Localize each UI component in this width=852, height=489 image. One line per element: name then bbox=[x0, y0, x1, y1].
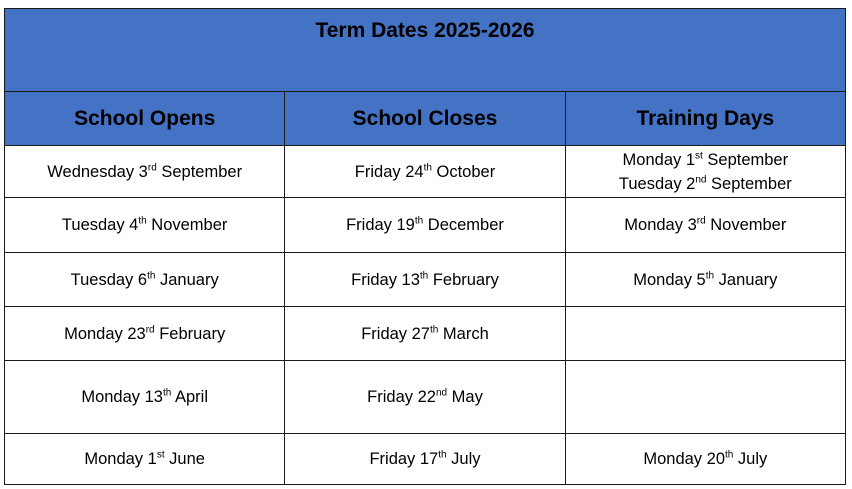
date-text: Monday 5 bbox=[633, 270, 706, 289]
training-days-cell bbox=[565, 307, 845, 361]
date-text: Monday 3 bbox=[624, 216, 697, 234]
ordinal-suffix: rd bbox=[696, 215, 706, 227]
month-text: June bbox=[164, 450, 205, 468]
date-entry bbox=[285, 447, 564, 471]
date-entry bbox=[5, 447, 284, 471]
training-days-cell bbox=[565, 146, 845, 198]
ordinal-suffix: th bbox=[147, 270, 156, 281]
month-text: December bbox=[423, 216, 504, 234]
date-text: Friday 17 bbox=[369, 450, 439, 468]
ordinal-suffix: nd bbox=[695, 174, 707, 185]
date-text: Friday 22 bbox=[367, 388, 436, 406]
training-days-cell bbox=[565, 253, 845, 307]
header-row bbox=[5, 92, 846, 146]
month-text: September bbox=[706, 174, 792, 193]
ordinal-suffix: st bbox=[695, 150, 703, 161]
date-entry bbox=[5, 268, 284, 292]
ordinal-suffix: th bbox=[138, 215, 147, 227]
school-closes-cell bbox=[285, 146, 565, 198]
ordinal-suffix: th bbox=[438, 449, 447, 461]
month-text: April bbox=[171, 388, 208, 406]
table-row bbox=[5, 361, 846, 434]
month-text: November bbox=[146, 216, 228, 234]
date-text: Monday 1 bbox=[84, 450, 157, 468]
school-opens-cell bbox=[5, 361, 285, 434]
table-row bbox=[5, 253, 846, 307]
ordinal-suffix: rd bbox=[147, 162, 157, 173]
month-text: October bbox=[431, 162, 496, 181]
ordinal-suffix: th bbox=[423, 162, 432, 173]
month-text: July bbox=[733, 450, 768, 468]
date-entry bbox=[285, 160, 564, 184]
column-header-training-days: Training Days bbox=[565, 92, 845, 146]
date-text: Friday 13 bbox=[351, 270, 420, 289]
date-entry bbox=[566, 213, 845, 237]
school-closes-cell bbox=[285, 307, 565, 361]
training-days-cell bbox=[565, 198, 845, 253]
date-entry bbox=[566, 172, 845, 196]
ordinal-suffix: th bbox=[414, 215, 424, 227]
title-row bbox=[5, 9, 846, 92]
ordinal-suffix: rd bbox=[145, 324, 155, 335]
date-entry bbox=[5, 160, 284, 184]
ordinal-suffix: th bbox=[429, 324, 439, 335]
date-entry bbox=[566, 447, 845, 471]
date-text: Monday 13 bbox=[81, 388, 163, 406]
table-row bbox=[5, 307, 846, 361]
school-opens-cell bbox=[5, 307, 285, 361]
column-header-school-closes: School Closes bbox=[285, 92, 565, 146]
date-text: Tuesday 2 bbox=[618, 174, 696, 193]
date-entry bbox=[5, 385, 284, 409]
month-text: September bbox=[156, 162, 243, 181]
month-text: February bbox=[154, 324, 226, 343]
date-text: Tuesday 6 bbox=[70, 270, 148, 289]
month-text: May bbox=[447, 388, 483, 406]
date-entry bbox=[285, 268, 564, 292]
term-dates-table bbox=[4, 8, 846, 485]
date-text: Friday 27 bbox=[361, 324, 430, 343]
month-text: November bbox=[705, 216, 787, 234]
date-entry bbox=[285, 385, 564, 409]
ordinal-suffix: th bbox=[705, 270, 715, 281]
month-text: September bbox=[702, 150, 789, 169]
school-opens-cell bbox=[5, 253, 285, 307]
date-text: Friday 19 bbox=[346, 216, 415, 234]
school-opens-cell bbox=[5, 434, 285, 485]
date-text: Friday 24 bbox=[354, 162, 424, 181]
month-text: July bbox=[446, 450, 481, 468]
ordinal-suffix: th bbox=[419, 270, 429, 281]
column-header-school-opens: School Opens bbox=[5, 92, 285, 146]
table-row bbox=[5, 146, 846, 198]
ordinal-suffix: st bbox=[156, 449, 165, 461]
month-text: January bbox=[714, 270, 778, 289]
school-opens-cell bbox=[5, 146, 285, 198]
date-entry bbox=[5, 213, 284, 237]
school-closes-cell bbox=[285, 434, 565, 485]
date-entry bbox=[566, 148, 845, 172]
month-text: March bbox=[438, 324, 489, 343]
date-text: Monday 20 bbox=[643, 450, 725, 468]
date-entry bbox=[5, 322, 284, 346]
school-opens-cell bbox=[5, 198, 285, 253]
ordinal-suffix: th bbox=[162, 387, 172, 399]
date-text: Wednesday 3 bbox=[47, 162, 148, 181]
school-closes-cell bbox=[285, 253, 565, 307]
date-text: Monday 23 bbox=[64, 324, 146, 343]
ordinal-suffix: th bbox=[725, 449, 734, 461]
date-entry bbox=[566, 268, 845, 292]
table-row bbox=[5, 198, 846, 253]
date-text: Monday 1 bbox=[622, 150, 696, 169]
ordinal-suffix: nd bbox=[435, 387, 448, 399]
date-entry bbox=[285, 213, 564, 237]
date-entry bbox=[285, 322, 564, 346]
table-title: Term Dates 2025-2026 bbox=[5, 9, 846, 92]
school-closes-cell bbox=[285, 198, 565, 253]
table-row bbox=[5, 434, 846, 485]
training-days-cell bbox=[565, 361, 845, 434]
date-text: Tuesday 4 bbox=[61, 216, 139, 234]
school-closes-cell bbox=[285, 361, 565, 434]
month-text: February bbox=[428, 270, 499, 289]
month-text: January bbox=[155, 270, 219, 289]
training-days-cell bbox=[565, 434, 845, 485]
